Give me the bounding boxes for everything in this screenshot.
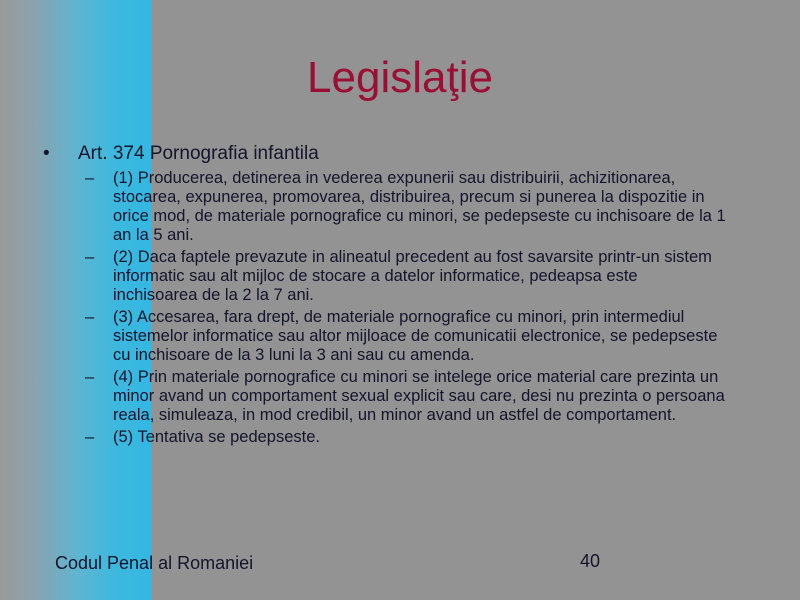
- main-bullet-text: Art. 374 Pornografia infantila: [78, 143, 319, 164]
- bullet-dot-icon: •: [43, 143, 50, 164]
- dash-icon: –: [85, 248, 95, 266]
- sub-bullet-text: (4) Prin materiale pornografice cu minori se intelege orice material care prezinta un minor avand un comportament sexual explicit sau care, desi nu prezinta o persoana reala, simuleaza, in mod credibil, un minor avand un astfel de comportament.: [113, 368, 725, 424]
- sub-bullet-4: [40, 368, 760, 425]
- sub-bullet-text: (1) Producerea, detinerea in vederea expunerii sau distribuirii, achizitionarea, stocarea, expunerea, promovarea, distribuirea, precum si punerea la dispozitie in orice mod, de materiale pornografice cu minori, se pedepseste cu inchisoare de la 1 an la 5 ani.: [113, 169, 726, 244]
- dash-icon: –: [85, 308, 95, 326]
- sub-bullet-2: [40, 248, 760, 305]
- sub-bullet-text: (5) Tentativa se pedepseste.: [113, 428, 320, 446]
- dash-icon: –: [85, 428, 95, 446]
- sub-bullet-list: [40, 169, 760, 447]
- dash-icon: –: [85, 368, 95, 386]
- sub-bullet-text: (3) Accesarea, fara drept, de materiale pornografice cu minori, prin intermediul sistemelor informatice sau altor mijloace de comunicatii electronice, se pedepseste cu inchisoare de la 3 luni la 3 ani sau cu amenda.: [113, 308, 718, 364]
- dash-icon: –: [85, 169, 95, 187]
- page-number: 40: [580, 551, 601, 571]
- main-bullet: [40, 143, 760, 165]
- sub-bullet-5: [40, 428, 760, 447]
- slide-title: Legislaţie: [307, 53, 493, 102]
- sub-bullet-1: [40, 169, 760, 245]
- sub-bullet-3: [40, 308, 760, 365]
- slide-content: [40, 143, 760, 450]
- sub-bullet-text: (2) Daca faptele prevazute in alineatul precedent au fost savarsite printr-un sistem informatic sau alt mijloc de stocare a datelor informatice, pedeapsa este inchisoarea de la 2 la 7 ani.: [113, 248, 712, 304]
- footer-text: Codul Penal al Romaniei: [55, 553, 254, 573]
